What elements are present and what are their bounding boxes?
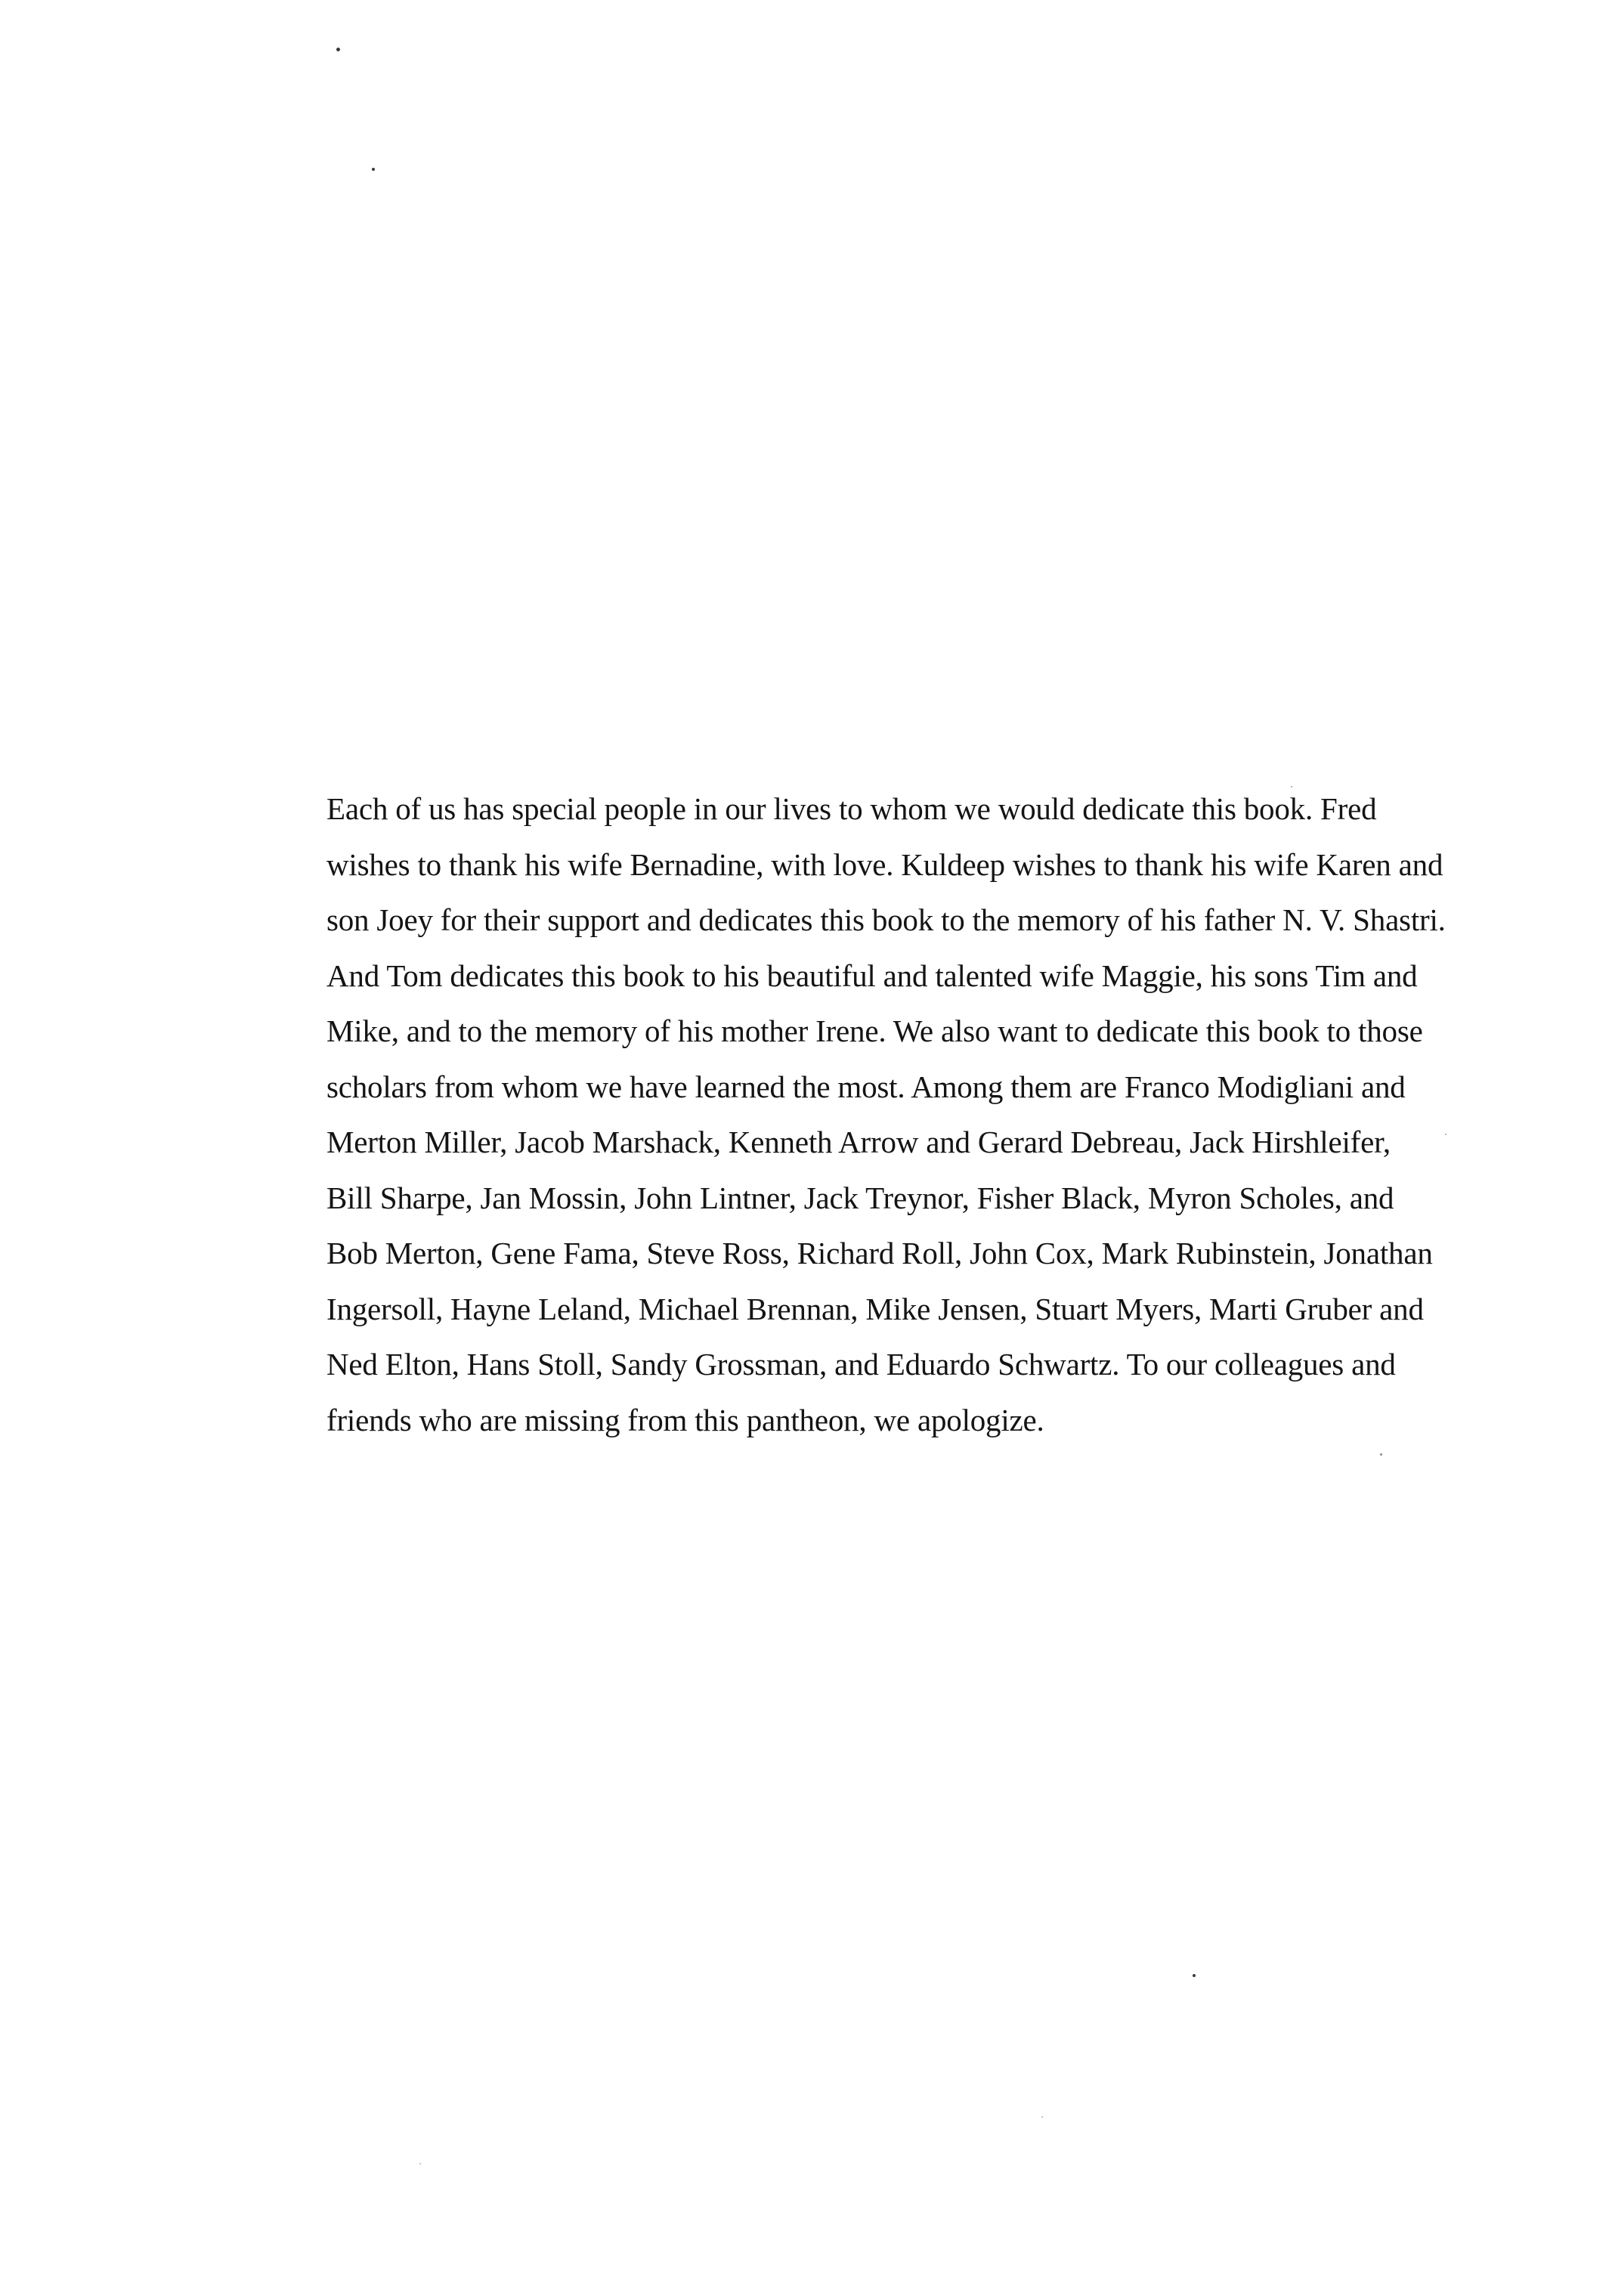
dedication-line: Mike, and to the memory of his mother Irene. We also want to dedicate this book to those bbox=[326, 1013, 1423, 1048]
scan-speck bbox=[419, 2163, 421, 2164]
dedication-line: And Tom dedicates this book to his beautiful and talented wife Maggie, his sons Tim and bbox=[326, 958, 1418, 993]
dedication-line: son Joey for their support and dedicates this book to the memory of his father N. V. Shastri. bbox=[326, 902, 1446, 937]
dedication-line: scholars from whom we have learned the most. Among them are Franco Modigliani and bbox=[326, 1069, 1406, 1104]
scan-speck bbox=[336, 48, 340, 51]
dedication-line: wishes to thank his wife Bernadine, with love. Kuldeep wishes to thank his wife Karen and bbox=[326, 846, 1443, 882]
dedication-line: Merton Miller, Jacob Marshack, Kenneth Arrow and Gerard Debreau, Jack Hirshleifer, bbox=[326, 1125, 1391, 1159]
dedication-line: Ingersoll, Hayne Leland, Michael Brennan, Mike Jensen, Stuart Myers, Marti Gruber and bbox=[326, 1291, 1424, 1326]
scan-speck bbox=[372, 168, 375, 171]
dedication-text bbox=[326, 781, 1460, 1448]
dedication-line: Bob Merton, Gene Fama, Steve Ross, Richard Roll, John Cox, Mark Rubinstein, Jonathan bbox=[326, 1236, 1433, 1270]
scan-speck bbox=[1041, 2116, 1043, 2118]
dedication-line: Bill Sharpe, Jan Mossin, John Lintner, Jack Treynor, Fisher Black, Myron Scholes, and bbox=[326, 1180, 1394, 1215]
scan-speck bbox=[1193, 1974, 1196, 1977]
dedication-line: Ned Elton, Hans Stoll, Sandy Grossman, and Eduardo Schwartz. To our colleagues and bbox=[326, 1347, 1396, 1382]
scan-speck bbox=[1380, 1453, 1382, 1456]
dedication-line: Each of us has special people in our lives to whom we would dedicate this book. Fred bbox=[326, 791, 1377, 826]
dedication-line: friends who are missing from this pantheon, we apologize. bbox=[326, 1402, 1044, 1437]
